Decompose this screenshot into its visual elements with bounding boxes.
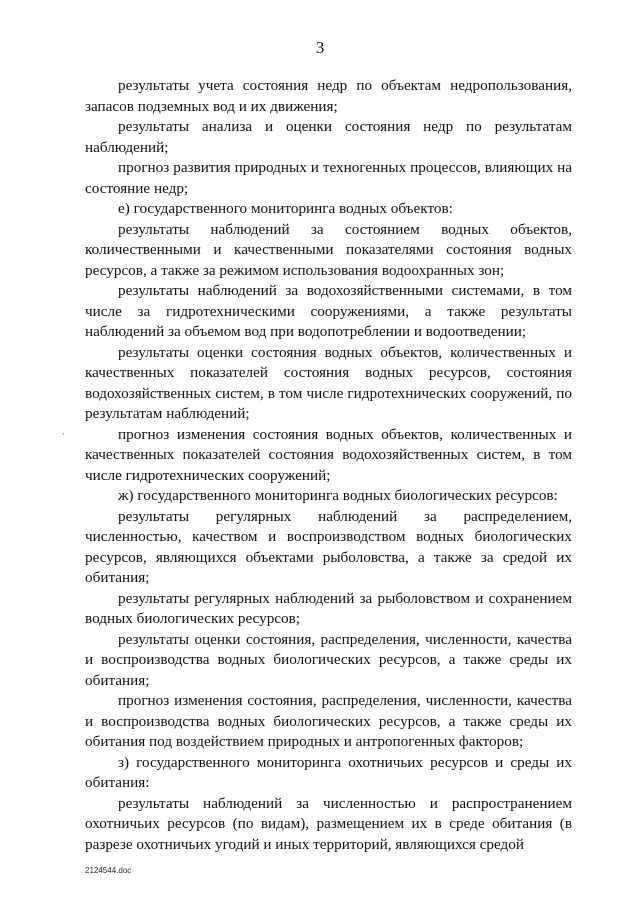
paragraph: результаты наблюдений за состоянием водных объектов, количественными и качественными показателями состояния водных ресурсов, а также за режимом использования водоохранных зон; [85,220,572,279]
paragraph: результаты оценки состояния водных объектов, количественных и качественных показателей состояния водных ресурсов, состояния водохозяйственных систем, в том числе гидротехнических сооружений, по результатам наблюдений; [85,343,572,422]
paragraph: результаты регулярных наблюдений за распределением, численностью, качеством и воспроизводством водных биологических ресурсов, являющихся объектами рыболовства, а также за средой их обитания; [85,507,572,586]
paragraph: результаты регулярных наблюдений за рыболовством и сохранением водных биологических ресурсов; [85,589,572,627]
paragraph: прогноз развития природных и техногенных процессов, влияющих на состояние недр; [85,159,572,197]
paragraph: результаты учета состояния недр по объектам недропользования, запасов подземных вод и их движения; [85,77,572,115]
paragraph: прогноз изменения состояния водных объектов, количественных и качественных показателей состояния водохозяйственных систем, в том числе гидротехнических сооружений; [85,425,572,484]
section-heading: з) государственного мониторинга охотничьих ресурсов и среды их обитания: [85,753,572,791]
footer-filename: 2124544.doc [85,866,132,875]
paragraph: результаты оценки состояния, распределения, численности, качества и воспроизводства водных биологических ресурсов, а также среды их обитания; [85,630,572,689]
paragraph: результаты наблюдений за водохозяйственными системами, в том числе за гидротехническими сооружениями, а также результаты наблюдений за объемом вод при водопотреблении и водоотведении; [85,282,572,340]
paragraph: результаты наблюдений за численностью и распространением охотничьих ресурсов (по видам), размещением их в среде обитания (в разрезе охотничьих угодий и иных территорий, являющихся средой [85,794,572,853]
paragraph: прогноз изменения состояния, распределения, численности, качества и воспроизводства водных биологических ресурсов, а также среды их обитания под воздействием природных и антропогенных факторов; [85,692,572,750]
document-body [85,76,572,855]
scan-speck [62,433,64,435]
paragraph: результаты анализа и оценки состояния недр по результатам наблюдений; [85,118,572,156]
section-heading: е) государственного мониторинга водных объектов: [118,200,453,217]
page-number: 3 [315,38,325,57]
section-heading: ж) государственного мониторинга водных биологических ресурсов: [118,487,558,504]
